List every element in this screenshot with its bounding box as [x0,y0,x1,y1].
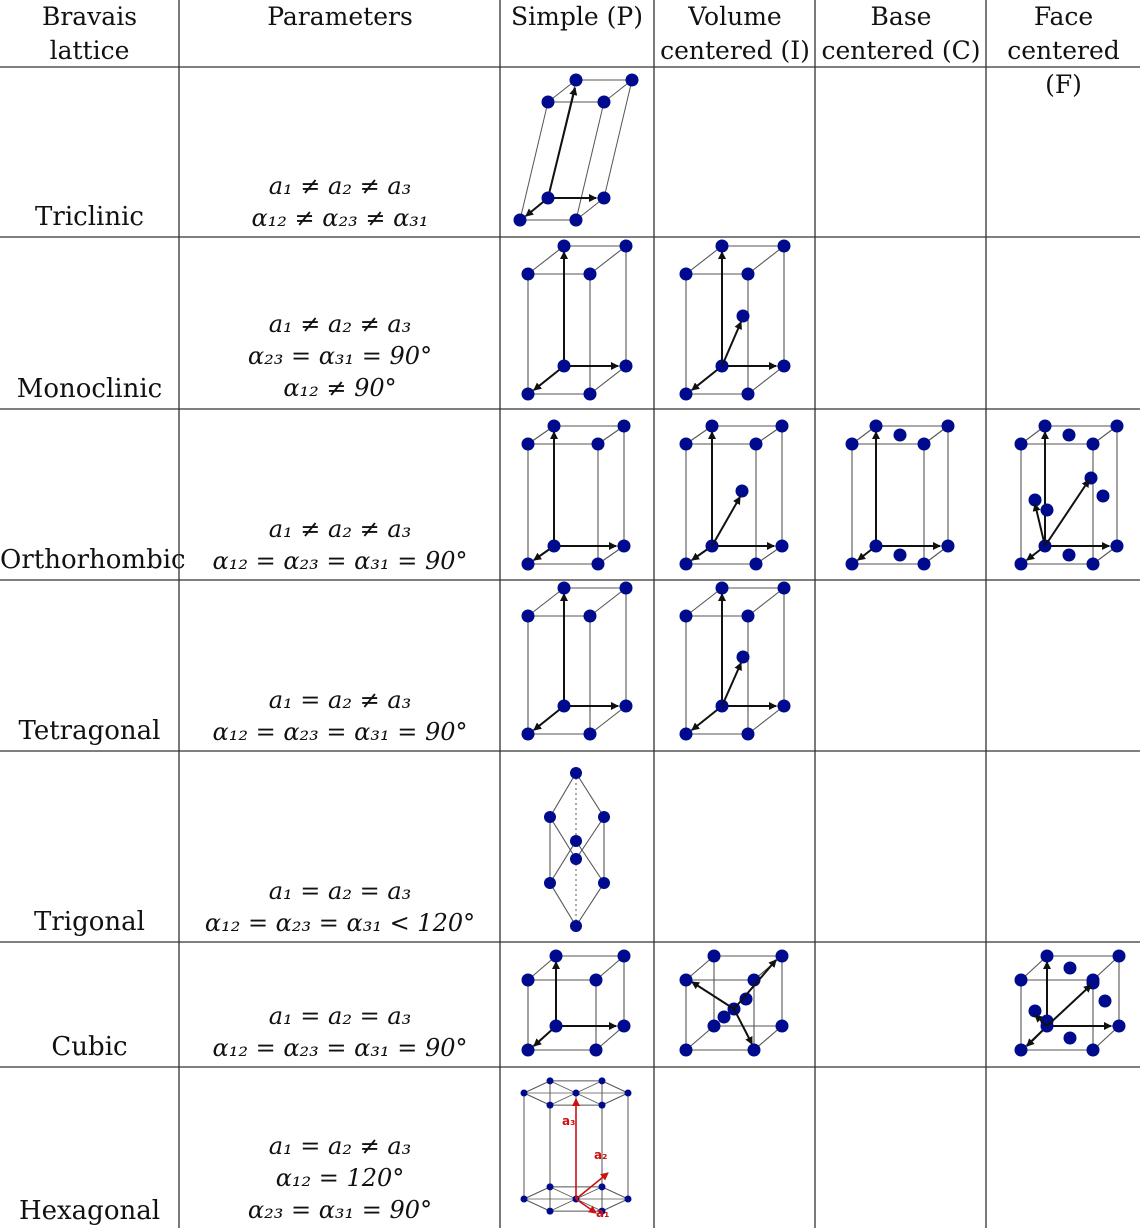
atom [1041,504,1054,517]
atom [542,192,555,205]
atom [547,1183,554,1190]
atom [618,1020,631,1033]
atom [570,74,583,87]
atom [542,96,555,109]
atom [750,438,763,451]
atom [1087,438,1100,451]
orthorhombic-face-centered-diagram [987,409,1140,580]
cell-edge [748,246,784,274]
atom [1015,558,1028,571]
atom [522,1044,535,1057]
orthorhombic-simple-diagram [500,409,655,580]
atom [522,610,535,623]
orthorhombic-base-centered-diagram [816,409,986,580]
monoclinic-simple-diagram [500,237,655,409]
cubic-simple-diagram [500,942,655,1067]
row-name-trigonal: Trigonal [34,907,145,937]
params-cubic: a₁ = a₂ = a₃ α₁₂ = α₂₃ = α₃₁ = 90° [212,1002,468,1062]
cell-edge [576,773,604,817]
atom [1063,429,1076,442]
atom [550,1020,563,1033]
lattice-vector-arrow [712,497,740,546]
cell-edge [550,1093,576,1105]
atom [590,1044,603,1057]
triclinic-simple-diagram [500,67,655,237]
atom [548,540,561,553]
atom [1113,950,1126,963]
atom [514,214,527,227]
atom [680,558,693,571]
header-simple: Simple (P) [511,2,643,31]
vector-label-a1: a₁ [596,1206,610,1220]
atom [737,651,750,664]
lattice-vector-arrow [734,960,776,1009]
atom [918,438,931,451]
atom [680,610,693,623]
atom [846,438,859,451]
hexagonal-simple-diagram [500,1067,655,1228]
cell-edge [550,773,576,817]
lattice-vector-arrow [722,663,741,706]
cell-edge [602,1093,628,1105]
cell-edge [550,1187,576,1199]
row-name-triclinic: Triclinic [35,202,144,232]
cell-edge [524,1187,550,1199]
atom [618,950,631,963]
tetragonal-volume-centered-diagram [655,580,815,751]
atom [558,240,571,253]
params-hexagonal: a₁ = a₂ ≠ a₃ α₁₂ = 120° α₂₃ = α₃₁ = 90° [247,1132,433,1224]
atom [870,540,883,553]
atom [618,540,631,553]
cell-edge [748,588,784,616]
atom [706,420,719,433]
atom [716,582,729,595]
cell-edge [524,1093,550,1105]
atom [870,420,883,433]
atom [618,420,631,433]
atom [750,558,763,571]
atom [592,558,605,571]
atom [718,1011,731,1024]
atom [522,728,535,741]
atom [1111,540,1124,553]
cubic-volume-centered-diagram [655,942,815,1067]
atom [776,540,789,553]
atom [558,700,571,713]
lattice-vector-arrow [692,982,734,1009]
atom [748,1044,761,1057]
atom [550,950,563,963]
atom [547,1208,554,1215]
atom [522,438,535,451]
atom [592,438,605,451]
vector-label-a2: a₂ [594,1148,608,1162]
row-name-monoclinic: Monoclinic [16,374,163,404]
atom [548,420,561,433]
cell-edge [528,588,564,616]
row-name-cubic: Cubic [51,1032,128,1062]
atom [778,360,791,373]
atom [544,811,556,823]
cell-edge [748,366,784,394]
atom [1041,950,1054,963]
atom [1064,962,1077,975]
atom [742,610,755,623]
tetragonal-simple-diagram [500,580,655,751]
atom [1087,558,1100,571]
cell-edge [748,706,784,734]
atom [522,974,535,987]
params-orthorhombic: a₁ ≠ a₂ ≠ a₃ α₁₂ = α₂₃ = α₃₁ = 90° [212,515,468,575]
atom [598,192,611,205]
atom [1113,1020,1126,1033]
atom [522,388,535,401]
atom [776,420,789,433]
atom [558,360,571,373]
atom [680,388,693,401]
atom [620,582,633,595]
cell-edge [590,246,626,274]
atom [1087,1044,1100,1057]
header-base-centered: Base centered (C) [821,2,981,65]
atom [1063,549,1076,562]
atom [680,728,693,741]
cell-edge [550,1199,576,1211]
cell-edge [590,588,626,616]
cell-edge [590,366,626,394]
atom [742,388,755,401]
atom [1015,974,1028,987]
atom [778,582,791,595]
atom [1111,420,1124,433]
atom [598,811,610,823]
cell-edge [528,246,564,274]
atom [776,950,789,963]
atom [570,214,583,227]
atom [626,74,639,87]
atom [846,558,859,571]
atom [1015,1044,1028,1057]
atom [599,1183,606,1190]
atom [1039,420,1052,433]
cell-edge [686,246,722,274]
cell-edge [550,883,576,926]
cell-edge [686,588,722,616]
atom [598,96,611,109]
atom [1015,438,1028,451]
lattice-vector-arrow [722,322,741,366]
atom [1097,490,1110,503]
atom [522,558,535,571]
atom [737,310,750,323]
atom [570,853,582,865]
atom [742,268,755,281]
atom [680,438,693,451]
atom [547,1102,554,1109]
atom [708,1020,721,1033]
cell-edge [590,706,626,734]
atom [894,549,907,562]
atom [547,1077,554,1084]
atom [584,728,597,741]
cell-edge [524,1081,550,1093]
atom [1064,1032,1077,1045]
row-name-hexagonal: Hexagonal [18,1196,161,1226]
atom [708,950,721,963]
atom [558,582,571,595]
trigonal-simple-diagram [500,751,655,942]
atom [942,420,955,433]
atom [680,974,693,987]
params-tetragonal: a₁ = a₂ ≠ a₃ α₁₂ = α₂₃ = α₃₁ = 90° [212,686,468,746]
atom [716,240,729,253]
header-face-centered: Face centered (F) [1007,2,1120,99]
params-trigonal: a₁ = a₂ = a₃ α₁₂ = α₂₃ = α₃₁ < 120° [204,877,476,937]
row-name-tetragonal: Tetragonal [18,716,161,746]
cell-edge [576,883,604,926]
atom [625,1090,632,1097]
atom [742,728,755,741]
cell-edge [550,1081,576,1093]
atom [776,1020,789,1033]
vector-label-a3: a₃ [562,1114,576,1128]
params-monoclinic: a₁ ≠ a₂ ≠ a₃ α₂₃ = α₃₁ = 90° α₁₂ ≠ 90° [247,310,433,402]
atom [625,1196,632,1203]
atom [599,1077,606,1084]
orthorhombic-volume-centered-diagram [655,409,815,580]
atom [620,700,633,713]
cell-edge [576,1081,602,1093]
atom [584,610,597,623]
atom [544,877,556,889]
cell-edge [576,1093,602,1105]
header-parameters: Parameters [267,2,413,31]
atom [894,429,907,442]
atom [584,268,597,281]
atom [942,540,955,553]
atom [521,1196,528,1203]
atom [599,1102,606,1109]
atom [918,558,931,571]
atom [570,767,582,779]
atom [598,877,610,889]
atom [1099,995,1112,1008]
atom [778,240,791,253]
monoclinic-volume-centered-diagram [655,237,815,409]
atom [570,835,582,847]
row-name-orthorhombic: Orthorhombic [0,545,186,575]
lattice-vector-arrow [1047,985,1091,1026]
atom [522,268,535,281]
cubic-face-centered-diagram [987,942,1140,1067]
atom [736,485,749,498]
cell-edge [602,1081,628,1093]
params-triclinic: a₁ ≠ a₂ ≠ a₃ α₁₂ ≠ α₂₃ ≠ α₃₁ [251,172,429,232]
atom [521,1090,528,1097]
atom [573,1090,580,1097]
atom [570,920,582,932]
atom [620,240,633,253]
atom [590,974,603,987]
atom [778,700,791,713]
atom [584,388,597,401]
atom [620,360,633,373]
header-volume-centered: Volume centered (I) [660,2,810,65]
cell-edge [524,1199,550,1211]
header-bravais-lattice: Bravais lattice [41,2,138,65]
atom [680,268,693,281]
cell-edge [602,1187,628,1199]
atom [680,1044,693,1057]
